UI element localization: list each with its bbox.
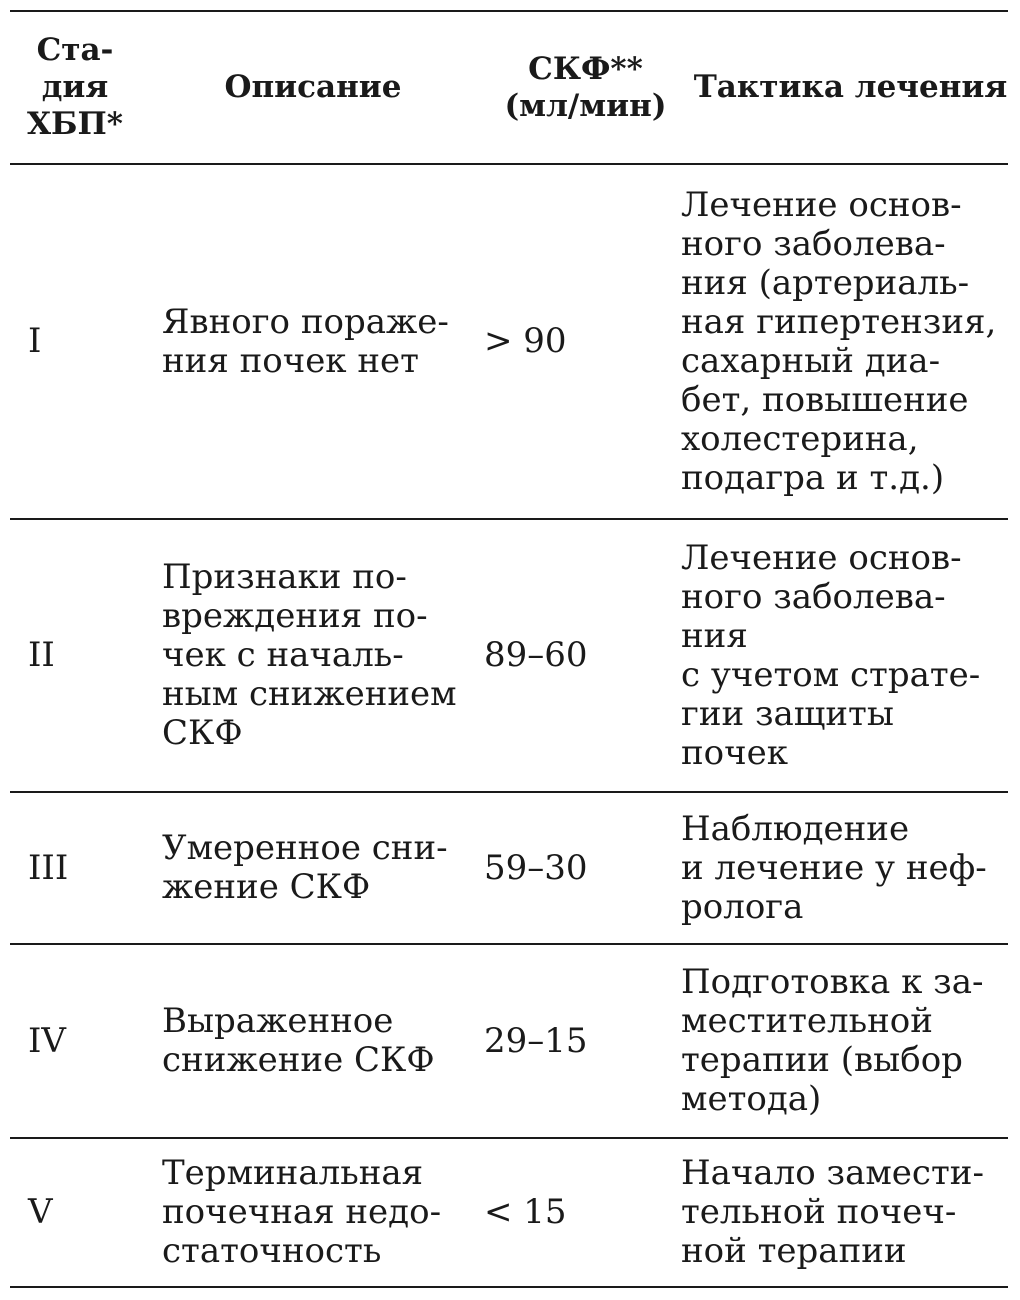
tactics-cell: Наблюдение и лечение у неф- ролога	[681, 808, 987, 927]
description-cell: Терминальная почечная недо- статочность	[162, 1153, 442, 1271]
header-tactics: Тактика лечения	[693, 69, 1008, 105]
gfr-cell: 89–60	[484, 635, 588, 675]
stage-cell: III	[28, 847, 69, 888]
table-row	[10, 943, 1008, 1137]
gfr-cell: < 15	[484, 1192, 567, 1232]
gfr-cell: 59–30	[484, 847, 588, 888]
description-cell: Явного пораже- ния почек нет	[162, 301, 449, 381]
tactics-cell: Лечение основ- ного заболева- ния с учетом страте- гии защиты почек	[681, 537, 981, 773]
stage-cell: V	[28, 1192, 53, 1232]
ckd-stages-table	[10, 0, 1008, 1288]
gfr-cell: 29–15	[484, 1020, 588, 1061]
tactics-cell: Подготовка к за- местительной терапии (выбор метода)	[681, 962, 984, 1119]
description-cell: Выраженное снижение СКФ	[162, 1001, 435, 1080]
table-row	[10, 163, 1008, 518]
header-gfr: СКФ** (мл/мин)	[504, 50, 667, 124]
tactics-cell: Начало замести- тельной почеч- ной терапии	[681, 1153, 984, 1271]
description-cell: Умеренное сни- жение СКФ	[162, 828, 448, 907]
stage-cell: IV	[28, 1020, 66, 1061]
gfr-cell: > 90	[484, 321, 567, 361]
tactics-cell: Лечение основ- ного заболева- ния (артериаль- ная гипертензия, сахарный диа- бет, повышение холестерина, подагра и т.д.)	[681, 184, 997, 498]
header-description: Описание	[224, 69, 402, 105]
table-header-row	[10, 10, 1008, 163]
stage-cell: I	[28, 321, 42, 361]
table-row	[10, 518, 1008, 791]
table-row	[10, 1137, 1008, 1288]
description-cell: Признаки по- вреждения по- чек с началь- ным снижением СКФ	[162, 557, 457, 753]
table-row	[10, 791, 1008, 943]
header-stage: Ста- дия ХБП*	[26, 32, 124, 142]
stage-cell: II	[28, 635, 55, 675]
